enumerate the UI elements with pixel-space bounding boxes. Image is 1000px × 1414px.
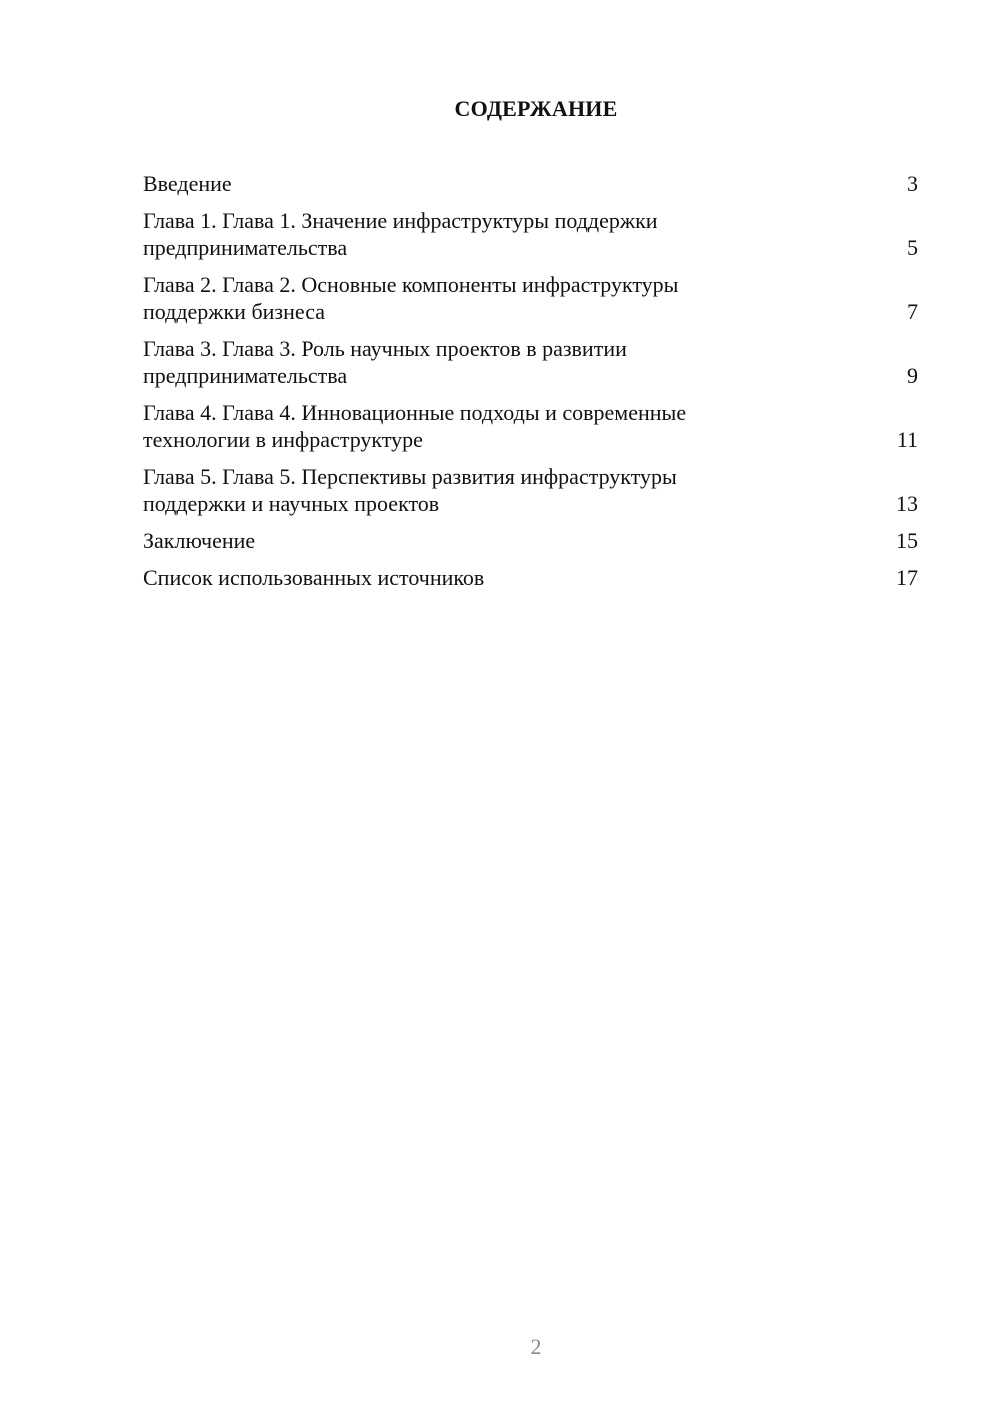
toc-entry-chapter-4 <box>143 399 918 453</box>
toc-entry-chapter-5 <box>143 463 918 517</box>
toc-entry-chapter-2 <box>143 271 918 325</box>
toc-entry-introduction <box>143 170 918 197</box>
toc-entry-page: 5 <box>907 235 918 260</box>
toc-entry-line: Глава 3. Глава 3. Роль научных проектов в развитии <box>143 336 627 361</box>
toc-entry-line: предпринимательства <box>143 363 348 388</box>
toc-entry-label <box>143 170 783 197</box>
toc-entry-label <box>143 564 783 591</box>
toc-entry-line: Введение <box>143 171 232 196</box>
toc-entry-line: Глава 2. Глава 2. Основные компоненты инфраструктуры <box>143 272 679 297</box>
toc-entry-page: 11 <box>896 427 918 452</box>
toc-entry-label <box>143 271 783 325</box>
toc-entry-references <box>143 564 918 591</box>
page-title: СОДЕРЖАНИЕ <box>454 96 618 121</box>
toc-entry-page: 17 <box>896 565 918 590</box>
table-of-contents <box>143 170 918 601</box>
toc-entry-label <box>143 207 783 261</box>
toc-entry-conclusion <box>143 527 918 554</box>
toc-entry-label <box>143 335 783 389</box>
toc-entry-line: поддержки бизнеса <box>143 299 325 324</box>
page-number: 2 <box>530 1334 542 1359</box>
toc-entry-label <box>143 527 783 554</box>
toc-entry-line: Список использованных источников <box>143 565 485 590</box>
toc-entry-line: Глава 4. Глава 4. Инновационные подходы и современные <box>143 400 687 425</box>
toc-entry-line: предпринимательства <box>143 235 348 260</box>
toc-entry-line: Глава 1. Глава 1. Значение инфраструктуры поддержки <box>143 208 658 233</box>
toc-entry-page: 7 <box>907 299 918 324</box>
toc-entry-label <box>143 463 783 517</box>
toc-entry-line: технологии в инфраструктуре <box>143 427 423 452</box>
toc-entry-line: поддержки и научных проектов <box>143 491 440 516</box>
toc-entry-page: 13 <box>896 491 918 516</box>
toc-entry-label <box>143 399 783 453</box>
toc-entry-page: 15 <box>896 528 918 553</box>
toc-entry-line: Глава 5. Глава 5. Перспективы развития инфраструктуры <box>143 464 677 489</box>
toc-entry-line: Заключение <box>143 528 256 553</box>
toc-entry-page: 3 <box>907 171 918 196</box>
toc-entry-page: 9 <box>907 363 918 388</box>
toc-entry-chapter-3 <box>143 335 918 389</box>
toc-entry-chapter-1 <box>143 207 918 261</box>
